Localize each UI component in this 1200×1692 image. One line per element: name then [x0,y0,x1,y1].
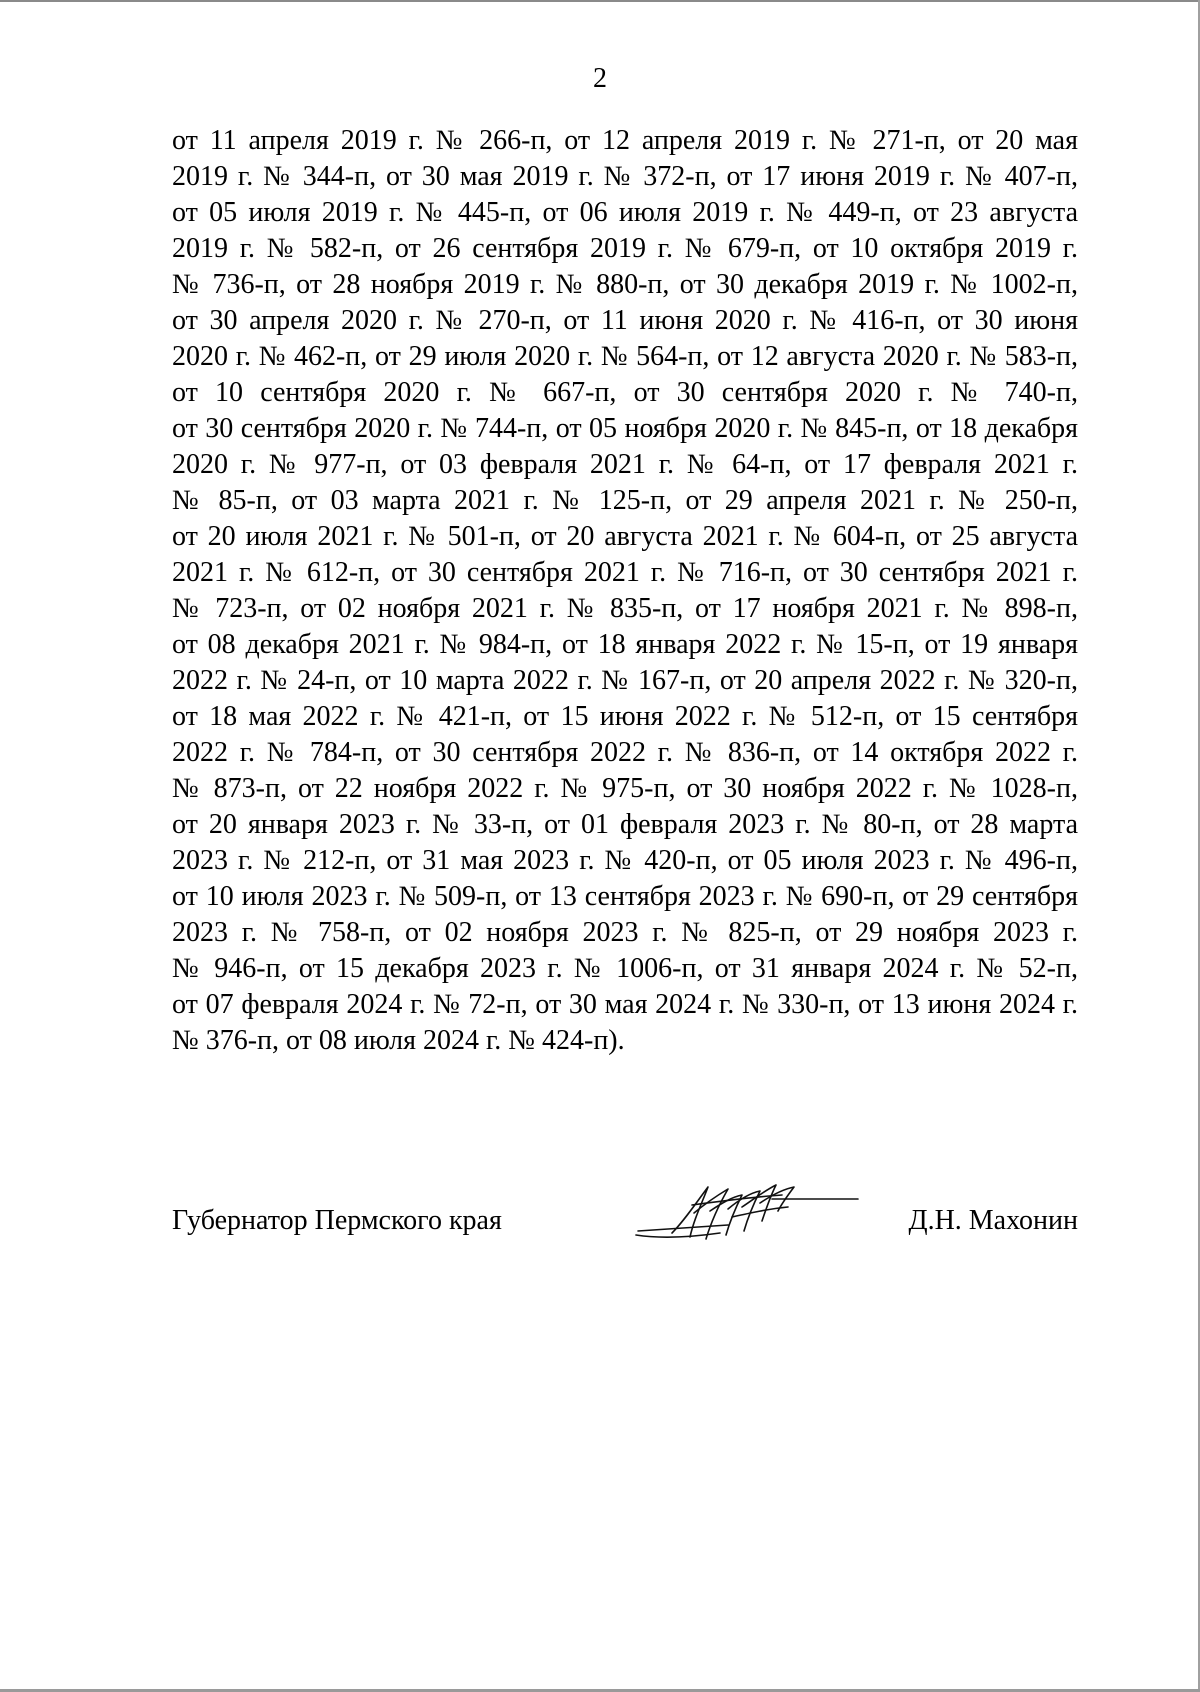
body-line: 2022 г. № 784-п, от 30 сентября 2022 г. № 836-п, от 14 октября 2022 г. [172,737,1078,768]
signature-block [172,1195,1078,1255]
body-line: от 18 мая 2022 г. № 421-п, от 15 июня 2022 г. № 512-п, от 15 сентября [172,701,1078,732]
signer-position: Губернатор Пермского края [172,1205,502,1236]
body-line: № 946-п, от 15 декабря 2023 г. № 1006-п, от 31 января 2024 г. № 52-п, [172,953,1078,984]
body-line: 2019 г. № 582-п, от 26 сентября 2019 г. № 679-п, от 10 октября 2019 г. [172,233,1078,264]
body-line: № 736-п, от 28 ноября 2019 г. № 880-п, от 30 декабря 2019 г. № 1002-п, [172,269,1078,300]
handwritten-signature-icon [632,1173,862,1253]
document-body [172,123,1078,1059]
page-number: 2 [593,63,607,94]
body-line: от 30 апреля 2020 г. № 270-п, от 11 июня 2020 г. № 416-п, от 30 июня [172,305,1078,336]
body-line: № 376-п, от 08 июля 2024 г. № 424-п). [172,1025,625,1056]
body-line: 2020 г. № 977-п, от 03 февраля 2021 г. № 64-п, от 17 февраля 2021 г. [172,449,1078,480]
body-line: 2023 г. № 212-п, от 31 мая 2023 г. № 420-п, от 05 июля 2023 г. № 496-п, [172,845,1078,876]
body-line: № 723-п, от 02 ноября 2021 г. № 835-п, от 17 ноября 2021 г. № 898-п, [172,593,1078,624]
body-line: № 85-п, от 03 марта 2021 г. № 125-п, от 29 апреля 2021 г. № 250-п, [172,485,1078,516]
body-line: от 08 декабря 2021 г. № 984-п, от 18 января 2022 г. № 15-п, от 19 января [172,629,1078,660]
body-line: 2022 г. № 24-п, от 10 марта 2022 г. № 167-п, от 20 апреля 2022 г. № 320-п, [172,665,1078,696]
body-line: 2021 г. № 612-п, от 30 сентября 2021 г. № 716-п, от 30 сентября 2021 г. [172,557,1078,588]
body-line: № 873-п, от 22 ноября 2022 г. № 975-п, от 30 ноября 2022 г. № 1028-п, [172,773,1078,804]
body-line: от 20 января 2023 г. № 33-п, от 01 февраля 2023 г. № 80-п, от 28 марта [172,809,1078,840]
body-line: 2019 г. № 344-п, от 30 мая 2019 г. № 372-п, от 17 июня 2019 г. № 407-п, [172,161,1078,192]
body-line: от 10 сентября 2020 г. № 667-п, от 30 сентября 2020 г. № 740-п, [172,377,1078,408]
body-line: от 07 февраля 2024 г. № 72-п, от 30 мая 2024 г. № 330-п, от 13 июня 2024 г. [172,989,1078,1020]
signer-name: Д.Н. Махонин [908,1205,1078,1236]
body-line: от 20 июля 2021 г. № 501-п, от 20 августа 2021 г. № 604-п, от 25 августа [172,521,1078,552]
body-line: от 30 сентября 2020 г. № 744-п, от 05 ноября 2020 г. № 845-п, от 18 декабря [172,413,1078,444]
body-line: 2023 г. № 758-п, от 02 ноября 2023 г. № 825-п, от 29 ноября 2023 г. [172,917,1078,948]
scan-edge-top [0,0,1200,2]
body-line: от 11 апреля 2019 г. № 266-п, от 12 апреля 2019 г. № 271-п, от 20 мая [172,125,1078,156]
body-line: от 05 июля 2019 г. № 445-п, от 06 июля 2019 г. № 449-п, от 23 августа [172,197,1078,228]
body-line: от 10 июля 2023 г. № 509-п, от 13 сентября 2023 г. № 690-п, от 29 сентября [172,881,1078,912]
body-line: 2020 г. № 462-п, от 29 июля 2020 г. № 564-п, от 12 августа 2020 г. № 583-п, [172,341,1078,372]
